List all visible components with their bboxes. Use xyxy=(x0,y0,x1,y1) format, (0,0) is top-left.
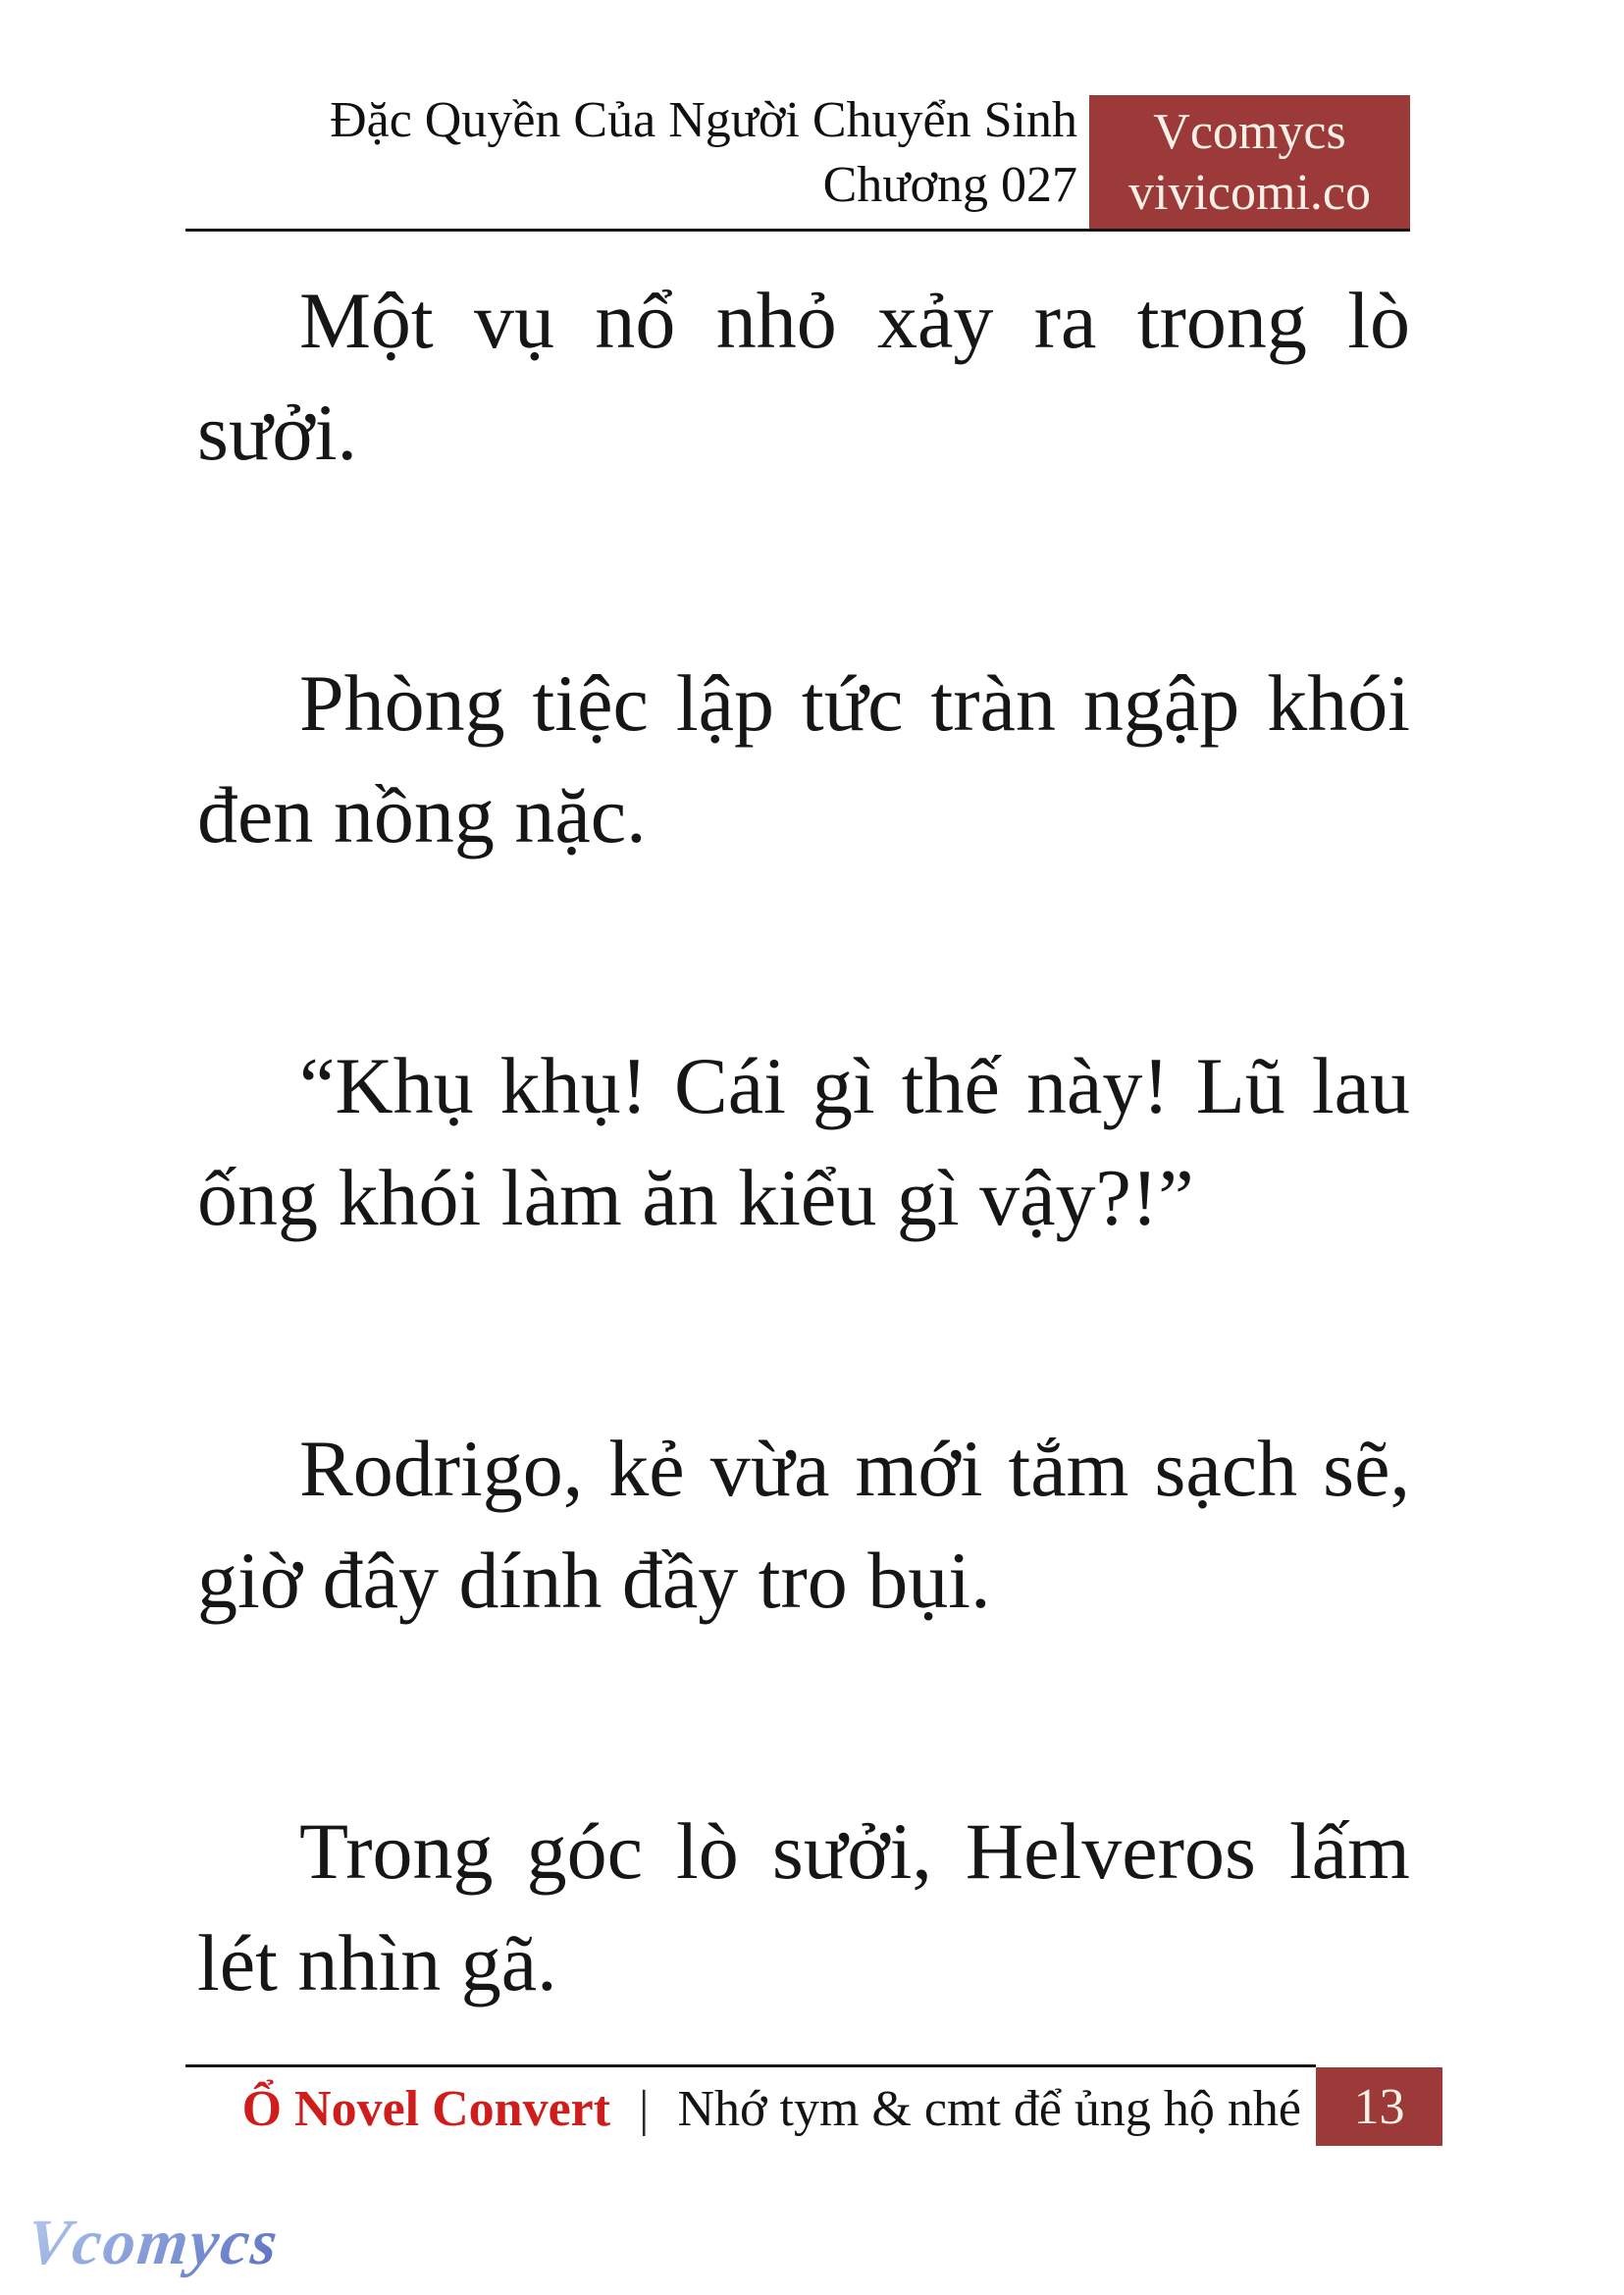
header-divider xyxy=(185,229,1410,232)
word: tràn xyxy=(930,658,1056,748)
word: Trong xyxy=(299,1806,494,1896)
paragraph-last-line: ống khói làm ăn kiểu gì vậy?!” xyxy=(197,1153,1194,1242)
paragraph-first-line xyxy=(197,648,1410,759)
word: này! xyxy=(1025,1041,1170,1130)
paragraph xyxy=(197,1413,1410,1637)
word: tiệc xyxy=(532,658,649,748)
word: mới xyxy=(855,1424,983,1513)
word: nhỏ xyxy=(715,276,837,365)
word: sạch xyxy=(1154,1424,1298,1513)
word: tức xyxy=(801,658,904,748)
footer-brand: Ổ Novel Convert xyxy=(241,2081,611,2137)
paragraph xyxy=(197,1796,1410,2019)
word: lau xyxy=(1311,1041,1410,1130)
page-footer xyxy=(242,2074,1301,2145)
word: Lũ xyxy=(1195,1041,1285,1130)
word: khụ! xyxy=(499,1041,648,1130)
paragraph-last-line: lét nhìn gã. xyxy=(197,1918,557,2008)
word: Cái xyxy=(674,1041,786,1130)
word: ra xyxy=(1033,276,1097,365)
word: kẻ xyxy=(608,1424,685,1513)
word: Phòng xyxy=(299,658,505,748)
word: thế xyxy=(901,1041,1000,1130)
footer-separator: | xyxy=(639,2081,650,2137)
series-title: Đặc Quyền Của Người Chuyển Sinh xyxy=(330,92,1077,148)
paragraph-first-line xyxy=(197,1030,1410,1142)
word: Rodrigo, xyxy=(299,1424,584,1513)
page-number: 13 xyxy=(1353,2078,1405,2135)
word: vừa xyxy=(709,1424,830,1513)
word: lập xyxy=(675,658,774,748)
paragraph xyxy=(197,265,1410,489)
word: sưởi, xyxy=(771,1806,932,1896)
word: Helveros xyxy=(965,1806,1256,1896)
paragraph-first-line xyxy=(197,1413,1410,1525)
word: gì xyxy=(812,1041,875,1130)
paragraph xyxy=(197,648,1410,871)
footer-divider xyxy=(185,2064,1316,2067)
word: ngập xyxy=(1082,658,1240,748)
site-badge-url: vivicomi.co xyxy=(1128,165,1371,221)
word: trong xyxy=(1136,276,1307,365)
word: tắm xyxy=(1008,1424,1129,1513)
paragraph xyxy=(197,1030,1410,1254)
page-number-badge xyxy=(1316,2067,1442,2146)
word: lò xyxy=(1347,276,1410,365)
vcomycs-logo: Vcomycs xyxy=(24,2207,283,2278)
word: vụ xyxy=(474,276,555,365)
page-body xyxy=(197,265,1410,2019)
word: xảy xyxy=(877,276,994,365)
site-badge xyxy=(1089,95,1410,231)
word: Một xyxy=(299,276,434,365)
footer-message: Nhớ tym & cmt để ủng hộ nhé xyxy=(677,2081,1301,2137)
word: lấm xyxy=(1288,1806,1410,1896)
word: lò xyxy=(676,1806,739,1896)
word: góc xyxy=(526,1806,643,1896)
site-badge-name: Vcomycs xyxy=(1153,104,1346,160)
word: khói xyxy=(1267,658,1410,748)
paragraph-first-line xyxy=(197,1796,1410,1907)
paragraph-first-line xyxy=(197,265,1410,377)
chapter-number: Chương 027 xyxy=(822,157,1077,213)
paragraph-last-line: sưởi. xyxy=(197,388,357,477)
paragraph-last-line: giờ đây dính đầy tro bụi. xyxy=(197,1536,991,1625)
word: sẽ, xyxy=(1323,1424,1410,1513)
page-header xyxy=(330,88,1077,218)
word: nổ xyxy=(595,276,676,365)
paragraph-last-line: đen nồng nặc. xyxy=(197,770,647,860)
word: “Khụ xyxy=(299,1041,474,1130)
